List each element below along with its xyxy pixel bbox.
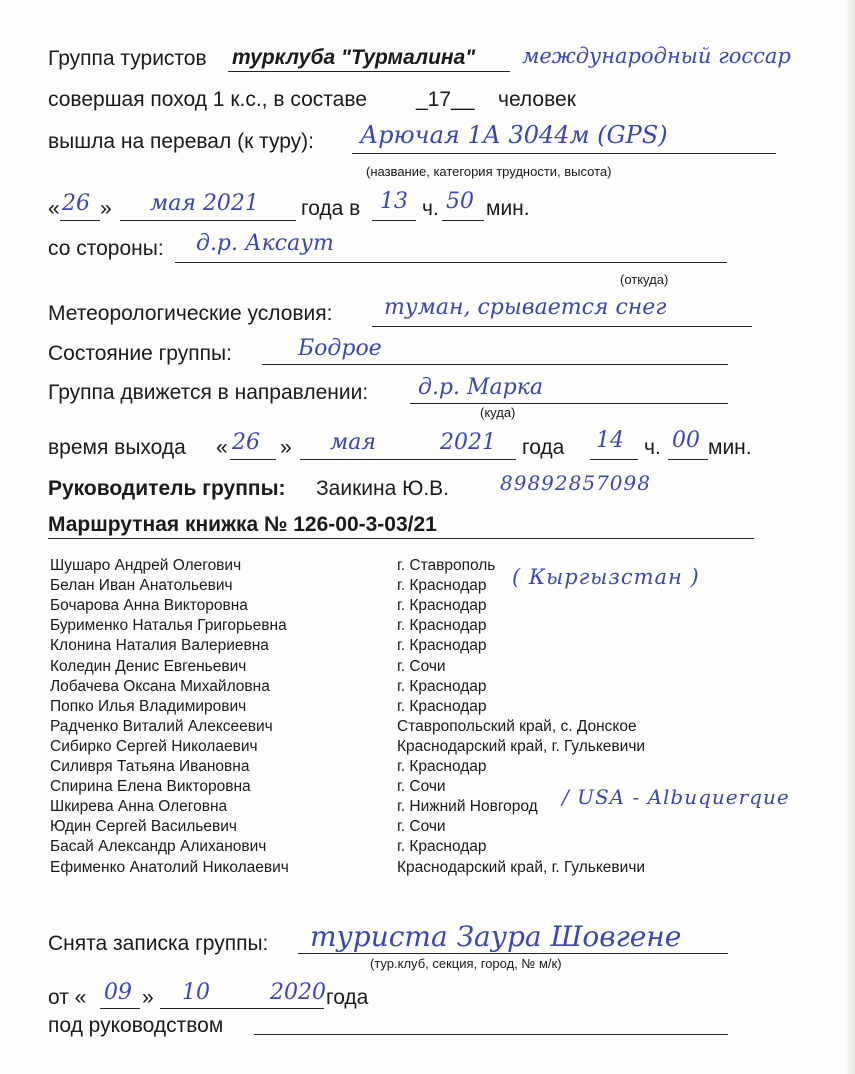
trip-suffix: человек (498, 88, 576, 111)
removed-underline (298, 953, 728, 954)
member-name: Белан Иван Анатольевич (50, 577, 233, 594)
member-city: г. Сочи (397, 818, 446, 835)
removed-caption: (тур.клуб, секция, город, № м/к) (370, 956, 562, 971)
direction-value-handwritten: д.р. Марка (418, 375, 543, 400)
date-open-quote: « (48, 197, 60, 220)
date-month-underline (120, 220, 296, 221)
pass-value-handwritten: Арючая 1А 3044м (GPS) (360, 121, 668, 149)
side-caption: (откуда) (620, 272, 669, 287)
club-note-handwritten: международный госсар (522, 44, 791, 68)
removed-close-quote: » (142, 986, 154, 1009)
member-name: Бурименко Наталья Григорьевна (50, 617, 287, 634)
member-name: Шушаро Андрей Олегович (50, 557, 242, 574)
removed-year-handwritten: 2020 (270, 980, 326, 1005)
pass-label: вышла на перевал (к туру): (48, 130, 314, 153)
member-name: Ефименко Анатолий Николаевич (50, 859, 289, 876)
state-label: Состояние группы: (48, 342, 232, 365)
removed-leader-label: под руководством (48, 1014, 224, 1037)
removed-year-label: года (326, 986, 369, 1009)
date-min-underline (442, 220, 484, 221)
member-name: Спирина Елена Викторовна (50, 778, 251, 795)
member-name: Радченко Виталий Алексеевич (50, 718, 273, 735)
group-label: Группа туристов (48, 47, 207, 70)
member-city: г. Краснодар (397, 597, 487, 614)
pass-underline (352, 153, 776, 154)
exit-hour-underline (590, 459, 638, 460)
member-name: Сибирко Сергей Николаевич (50, 738, 258, 755)
member-name: Юдин Сергей Васильевич (50, 818, 237, 835)
removed-value-handwritten: туриста Заура Шовгене (310, 920, 682, 953)
side-value-handwritten: д.р. Аксаут (196, 231, 334, 256)
member-city: г. Сочи (397, 778, 446, 795)
member-name: Бочарова Анна Викторовна (50, 597, 248, 614)
member-city: г. Краснодар (397, 637, 487, 654)
trip-count: _17__ (416, 88, 475, 111)
direction-underline (410, 403, 728, 404)
state-underline (262, 364, 728, 365)
date-hour-label: ч. (422, 197, 439, 220)
member-city: г. Краснодар (397, 698, 487, 715)
exit-close-quote: » (280, 436, 292, 459)
member-city: Краснодарский край, г. Гулькевичи (397, 859, 646, 876)
exit-year-handwritten: 2021 (440, 430, 496, 455)
leader-phone-handwritten: 89892857098 (500, 471, 651, 495)
exit-month-handwritten: мая (330, 430, 376, 455)
removed-month-handwritten: 10 (182, 980, 210, 1005)
date-hour-handwritten: 13 (380, 189, 408, 214)
leader-name: Заикина Ю.В. (316, 477, 450, 500)
removed-leader-underline (254, 1034, 728, 1035)
belan-note-handwritten: ( Кыргызстан ) (512, 565, 700, 589)
exit-min-handwritten: 00 (672, 428, 700, 453)
removed-day-handwritten: 09 (104, 980, 132, 1005)
member-city: Ставропольский край, с. Донское (397, 718, 637, 735)
member-name: Лобачева Оксана Михайловна (50, 678, 270, 695)
exit-min-underline (668, 459, 708, 460)
exit-day-handwritten: 26 (232, 430, 260, 455)
removed-day-underline (100, 1008, 140, 1009)
date-month-handwritten: мая 2021 (150, 191, 259, 216)
member-city: г. Ставрополь (397, 557, 496, 574)
exit-hour-label: ч. (644, 436, 661, 459)
member-city: г. Краснодар (397, 678, 487, 695)
exit-hour-handwritten: 14 (596, 428, 624, 453)
member-city: г. Нижний Новгород (397, 798, 538, 815)
direction-label: Группа движется в направлении: (48, 381, 369, 404)
member-name: Попко Илья Владимирович (50, 698, 247, 715)
date-min-handwritten: 50 (446, 189, 474, 214)
member-city: г. Краснодар (397, 577, 487, 594)
leader-label: Руководитель группы: (48, 477, 286, 500)
side-underline (175, 262, 727, 263)
member-city: Краснодарский край, г. Гулькевичи (397, 738, 646, 755)
route-book-title: Маршрутная книжка № 126-00-3-03/21 (48, 513, 437, 536)
page-edge-shadow (845, 0, 855, 1074)
trip-label: совершая поход 1 к.с., в составе (48, 88, 367, 111)
member-name: Шкирева Анна Олеговна (50, 798, 228, 815)
member-name: Коледин Денис Евгеньевич (50, 658, 247, 675)
exit-month-underline (300, 459, 516, 460)
removed-from-label: от « (48, 986, 87, 1009)
shkireva-note-handwritten: / USA - Albuquerque (562, 785, 790, 809)
member-name: Клонина Наталия Валериевна (50, 637, 269, 654)
route-book-underline (48, 538, 754, 539)
direction-caption: (куда) (480, 405, 516, 420)
date-hour-underline (372, 220, 416, 221)
removed-label: Снята записка группы: (48, 932, 269, 955)
pass-caption: (название, категория трудности, высота) (366, 164, 612, 179)
date-day-underline (60, 220, 100, 221)
member-city: г. Краснодар (397, 838, 487, 855)
removed-year-underline (160, 1008, 324, 1009)
date-year-label: года в (301, 197, 361, 220)
weather-underline (372, 326, 752, 327)
date-min-label: мин. (486, 197, 530, 220)
member-city: г. Краснодар (397, 617, 487, 634)
exit-open-quote: « (216, 436, 228, 459)
member-name: Силивря Татьяна Ивановна (50, 758, 250, 775)
exit-year-label: года (522, 436, 565, 459)
side-label: со стороны: (48, 237, 164, 260)
club-underline (228, 71, 510, 72)
date-day-handwritten: 26 (62, 191, 90, 216)
state-value-handwritten: Бодрое (298, 336, 382, 361)
date-close-quote: » (100, 197, 112, 220)
member-city: г. Краснодар (397, 758, 487, 775)
member-name: Басай Александр Алиханович (50, 838, 267, 855)
exit-day-underline (230, 459, 276, 460)
member-city: г. Сочи (397, 658, 446, 675)
exit-label: время выхода (48, 436, 186, 459)
exit-min-label: мин. (708, 436, 752, 459)
club-name: турклуба "Турмалина" (232, 46, 476, 69)
weather-label: Метеорологические условия: (48, 302, 333, 325)
weather-value-handwritten: туман, срывается снег (384, 295, 667, 320)
